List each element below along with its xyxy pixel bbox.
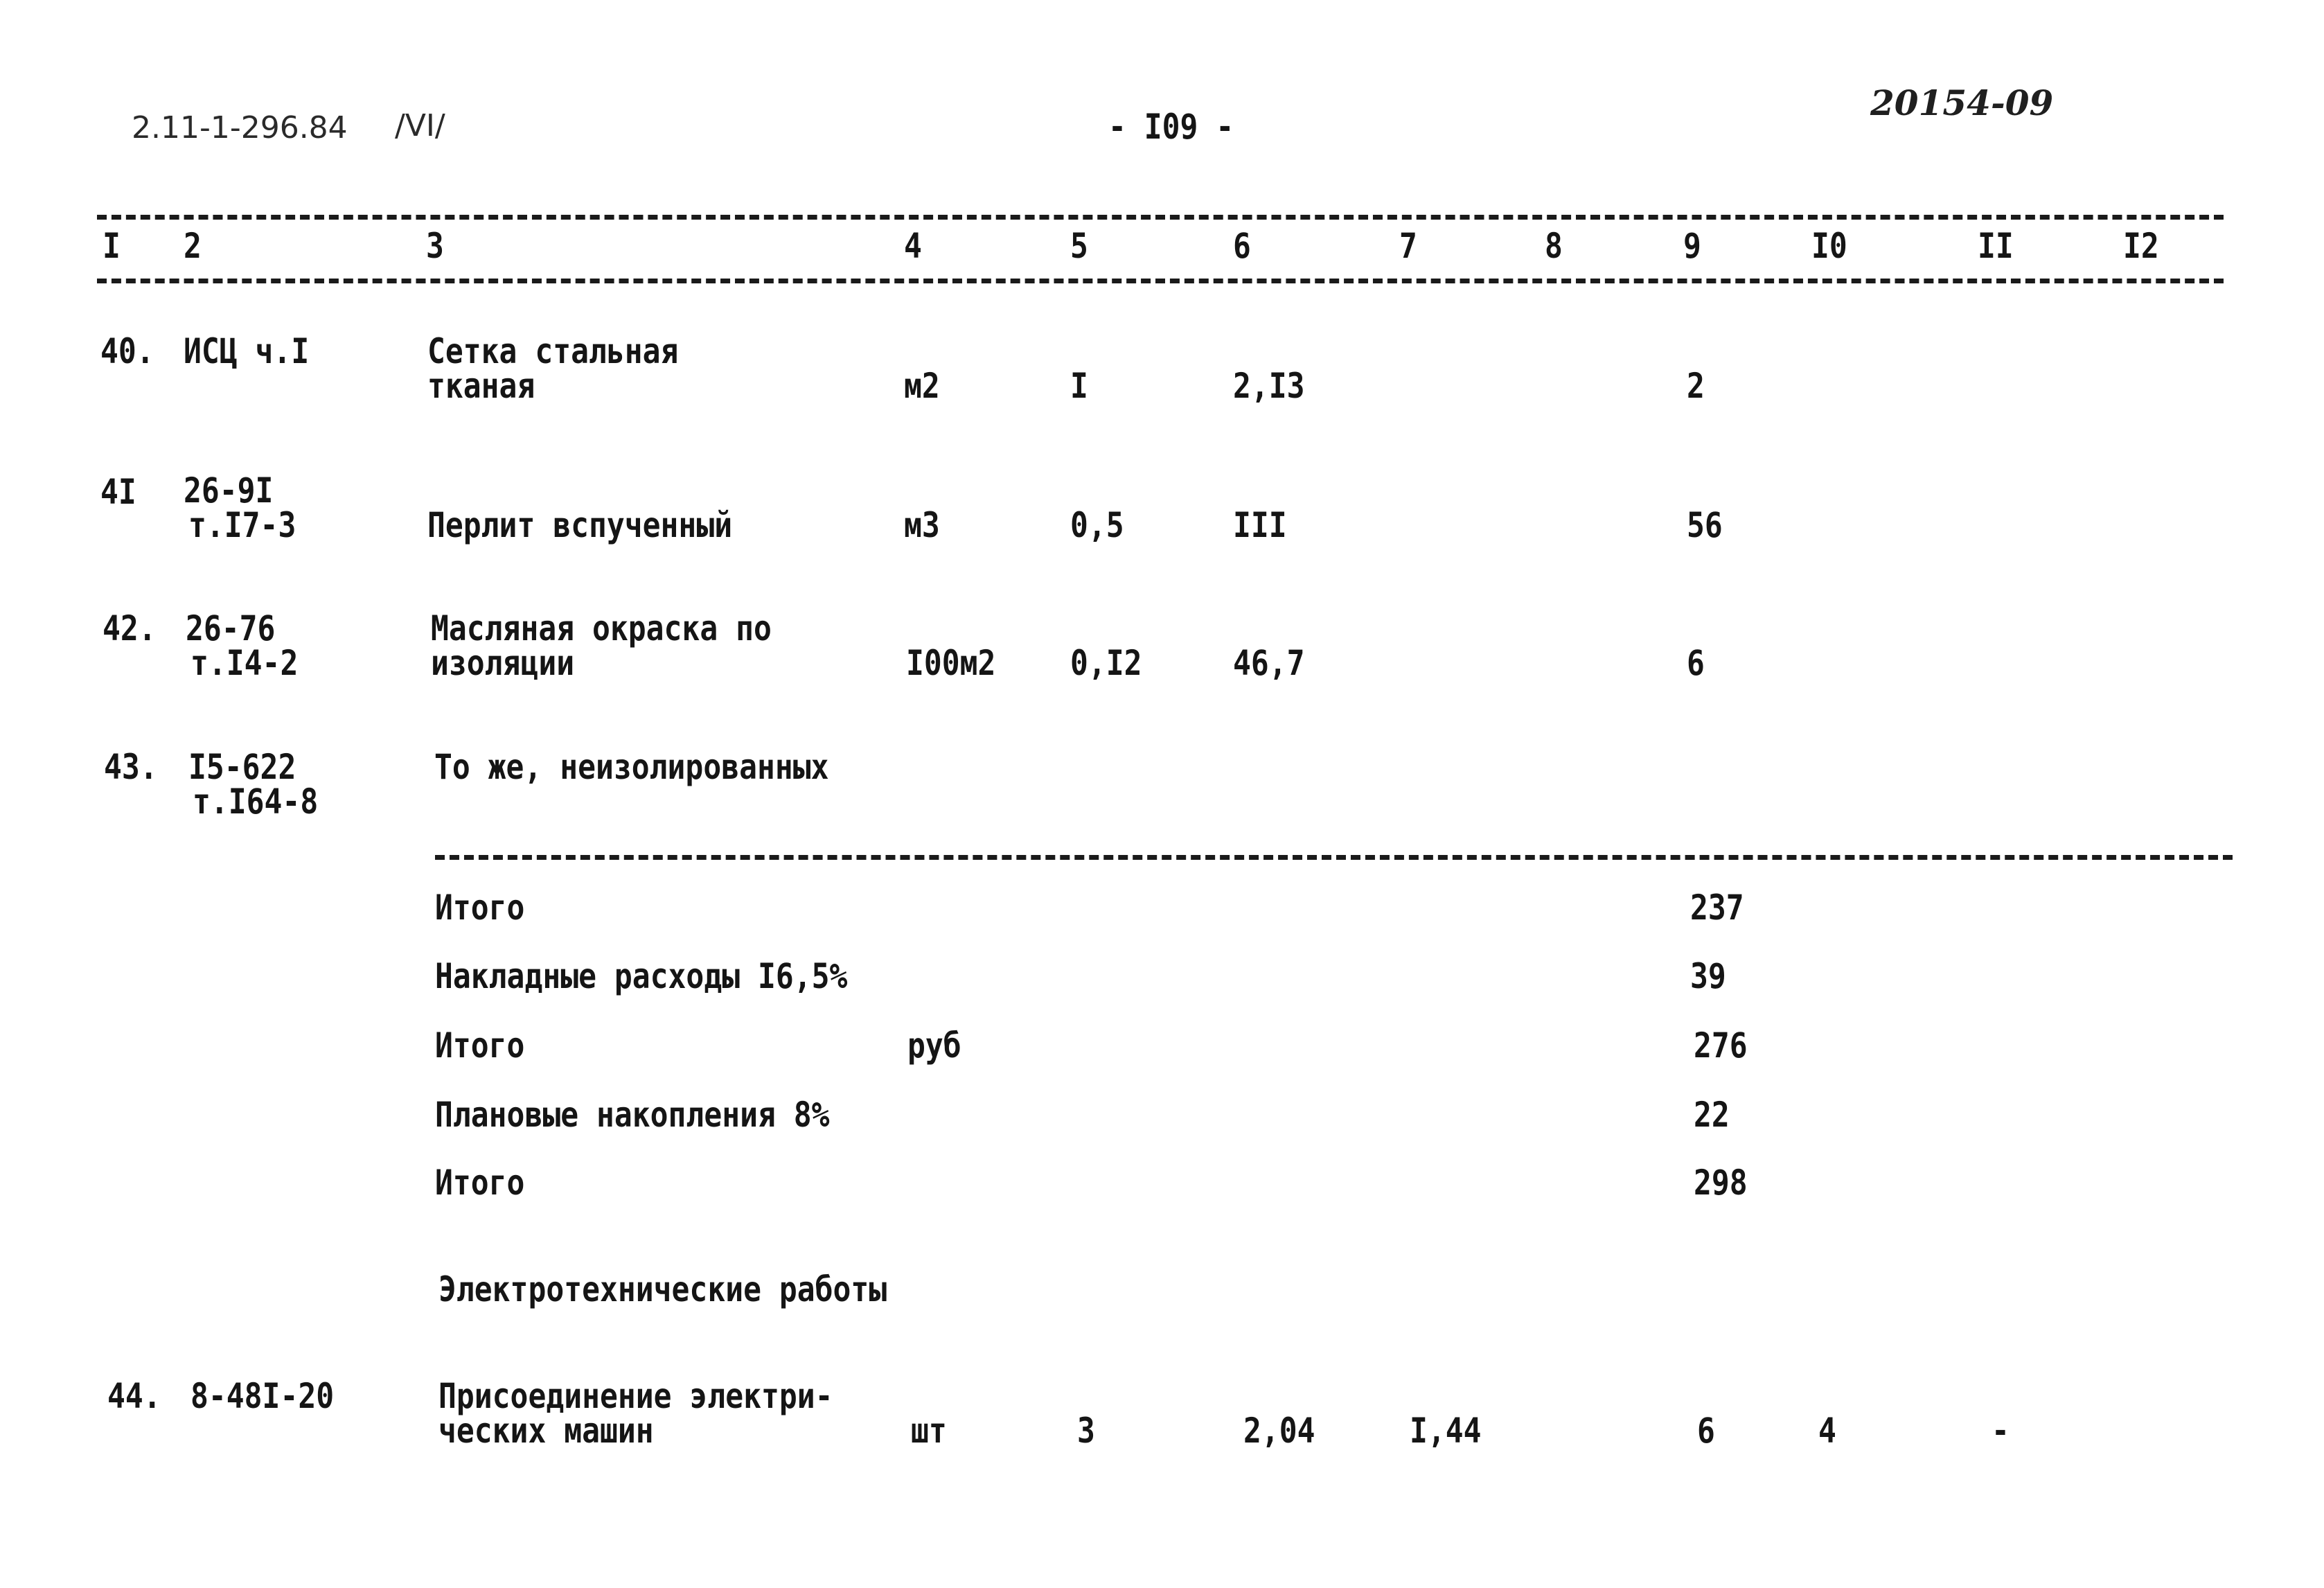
row-code-line-2: т.I4-2 — [190, 643, 299, 683]
row-name-line-2: ческих машин — [438, 1411, 654, 1451]
total-value: 39 — [1690, 956, 1726, 996]
row-code: 26-9I — [184, 470, 274, 511]
row-name-line-1: Перлит вспученный — [427, 505, 733, 545]
row-col6: 2,04 — [1243, 1411, 1315, 1451]
row-name-line-2: тканая — [427, 366, 535, 406]
row-col10: 4 — [1818, 1411, 1836, 1451]
row-name-line-1: Масляная окраска по — [431, 608, 772, 649]
row-number: 43. — [104, 747, 158, 787]
column-header-7: 7 — [1399, 226, 1417, 266]
column-header-4: 4 — [904, 226, 922, 266]
column-header-8: 8 — [1545, 226, 1563, 266]
column-header-5: 5 — [1070, 226, 1088, 266]
row-name-line-1: То же, неизолированных — [434, 747, 829, 787]
row-name-line-2: изоляции — [431, 643, 575, 683]
row-code-line-2: т.I64-8 — [193, 782, 319, 822]
column-header-12: I2 — [2123, 226, 2159, 266]
row-code: ИСЦ ч.I — [184, 331, 310, 371]
column-header-10: I0 — [1811, 226, 1847, 266]
total-value: 276 — [1694, 1025, 1748, 1066]
column-header-6: 6 — [1233, 226, 1251, 266]
row-unit: м2 — [904, 366, 940, 406]
document-code: 2.11-1-296.84 — [132, 110, 348, 145]
column-header-11: II — [1978, 226, 2014, 266]
section-title: Электротехнические работы — [438, 1269, 887, 1309]
row-col6: 2,I3 — [1233, 366, 1305, 406]
row-unit: шт — [911, 1411, 947, 1451]
column-header-3: 3 — [426, 226, 444, 266]
row-code: I5-622 — [188, 747, 296, 787]
totals-rule — [435, 855, 2233, 860]
total-label: Накладные расходы I6,5% — [435, 956, 848, 996]
row-unit: м3 — [904, 505, 940, 545]
row-col7: I,44 — [1410, 1411, 1482, 1451]
total-label: Итого — [435, 1163, 525, 1203]
row-col9: 6 — [1687, 643, 1705, 683]
total-label: Плановые накопления 8% — [435, 1095, 830, 1135]
row-number: 40. — [100, 331, 154, 371]
row-col9: 56 — [1687, 505, 1723, 545]
row-col5: 0,I2 — [1070, 643, 1142, 683]
row-number: 4I — [100, 472, 136, 512]
total-label: Итого — [435, 888, 525, 928]
top-rule — [97, 215, 2224, 220]
row-number: 44. — [107, 1376, 161, 1416]
row-col5: 0,5 — [1070, 505, 1124, 545]
row-number: 42. — [103, 608, 157, 649]
row-col6: 46,7 — [1233, 643, 1305, 683]
row-name-line-1: Сетка стальная — [427, 331, 679, 371]
header-bottom-rule — [97, 279, 2224, 283]
total-value: 237 — [1690, 888, 1744, 928]
archive-number: 20154-09 — [1870, 82, 2054, 123]
row-unit: I00м2 — [906, 643, 996, 683]
total-label: Итого — [435, 1025, 525, 1066]
total-value: 298 — [1694, 1163, 1748, 1203]
row-code-line-2: т.I7-3 — [188, 505, 296, 545]
page-number: - I09 - — [1108, 107, 1234, 147]
row-col6: III — [1233, 505, 1287, 545]
row-col9: 6 — [1697, 1411, 1715, 1451]
row-name-line-1: Присоединение электри- — [438, 1376, 833, 1416]
column-header-9: 9 — [1683, 226, 1701, 266]
row-col5: I — [1070, 366, 1088, 406]
row-col9: 2 — [1687, 366, 1705, 406]
row-code: 8-48I-20 — [190, 1376, 335, 1416]
row-code: 26-76 — [186, 608, 276, 649]
total-value: 22 — [1694, 1095, 1730, 1135]
total-unit: руб — [907, 1025, 961, 1066]
document-code-suffix: /VI/ — [395, 108, 445, 143]
row-col5: 3 — [1077, 1411, 1095, 1451]
column-header-2: 2 — [184, 226, 202, 266]
column-header-1: I — [103, 226, 121, 266]
row-col11: - — [1992, 1411, 2010, 1451]
